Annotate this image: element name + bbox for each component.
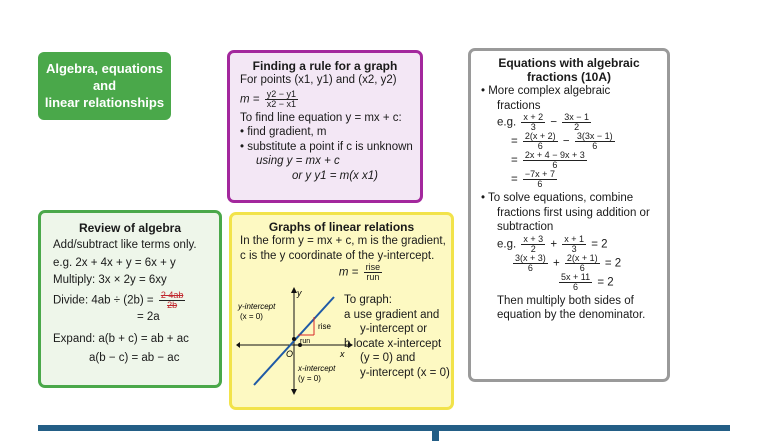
gradient-label: m = xyxy=(240,93,260,106)
fraction-denominator: 3 xyxy=(571,243,577,254)
fraction-denominator: 2b xyxy=(167,299,178,310)
equation-rhs: = 2 xyxy=(591,238,608,251)
gradient-denominator: x2 − x1 xyxy=(266,98,296,109)
review-divide-result: = 2a xyxy=(137,310,160,323)
linear-graph-diagram xyxy=(236,287,354,397)
step-a-line-2: y-intercept or xyxy=(360,323,428,335)
operator: + xyxy=(550,238,558,251)
review-add-subtract: Add/subtract like terms only. xyxy=(53,239,197,251)
operator: − xyxy=(550,116,558,129)
rule-for-graph-card xyxy=(227,50,423,203)
fraction-numerator: 2 4ab xyxy=(160,289,184,300)
fraction-term xyxy=(559,273,592,292)
rule-points-line: For points (x1, y1) and (x2, y2) xyxy=(240,74,397,86)
example-label: e.g. xyxy=(497,116,517,129)
title-line-3: linear relationships xyxy=(44,95,165,110)
x-intercept-condition: (y = 0) xyxy=(298,374,321,383)
fractions-bullet-1a: • More complex algebraic xyxy=(481,85,611,97)
fraction-term xyxy=(521,235,545,254)
fraction-denominator: 6 xyxy=(527,262,533,273)
graph-line-2: c is the y coordinate of the y-intercept. xyxy=(240,249,435,262)
run-label: run xyxy=(300,338,311,345)
rule-bullet-2: • substitute a point if c is unknown xyxy=(240,140,413,153)
fraction-term xyxy=(562,113,591,132)
equation-rhs: = 2 xyxy=(604,257,622,270)
rule-heading: Finding a rule for a graph xyxy=(252,59,398,73)
fractions-step-3 xyxy=(481,151,657,170)
fraction-denominator: 6 xyxy=(579,262,585,273)
review-expand-2: a(b − c) = ab − ac xyxy=(89,351,180,364)
fraction-term xyxy=(513,254,548,273)
fraction-numerator: −7x + 7 xyxy=(524,169,555,179)
origin-label: O xyxy=(286,349,294,359)
fractions-heading: Equations with algebraic fractions (10A) xyxy=(498,56,640,84)
bottom-divider xyxy=(38,425,730,431)
rule-line-equation: To find line equation y = mx + c: xyxy=(240,111,402,124)
fractions-then-2: equation by the denominator. xyxy=(497,309,646,321)
fractions-example-2-step-3 xyxy=(481,273,657,292)
fraction-denominator: run xyxy=(366,272,380,282)
rule-using: using y = mx + c xyxy=(256,155,340,167)
fractions-bullet-2c: subtraction xyxy=(497,221,554,233)
fraction-term xyxy=(562,235,586,254)
fraction-term xyxy=(523,132,558,151)
divide-fraction xyxy=(159,291,186,310)
gradient-numerator: y2 − y1 xyxy=(266,88,296,99)
fractions-bullet-2a: • To solve equations, combine xyxy=(481,192,634,204)
fractions-bullet-2b: fractions first using addition or xyxy=(497,206,650,219)
x-axis-arrow-left xyxy=(236,342,240,348)
gradient-formula xyxy=(240,90,410,109)
fraction-numerator: rise xyxy=(365,262,381,272)
graph-line-1: In the form y = mx + c, m is the gradient, xyxy=(240,235,446,247)
fraction-numerator: x + 3 xyxy=(523,233,544,244)
fraction-denominator: 6 xyxy=(552,160,558,170)
review-divide xyxy=(53,291,207,310)
algebraic-fractions-card xyxy=(468,48,670,382)
fractions-bullet-1b: fractions xyxy=(497,99,541,112)
fraction-numerator: x + 1 xyxy=(564,233,585,244)
graph-steps xyxy=(344,293,450,380)
to-graph-label: To graph: xyxy=(344,294,392,306)
step-b-line-2: (y = 0) and xyxy=(360,352,416,364)
example-label: e.g. xyxy=(497,238,517,251)
rule-or: or y y1 = m(x x1) xyxy=(292,169,378,182)
fraction-term xyxy=(521,113,545,132)
fraction-term xyxy=(523,170,557,189)
gradient-fraction xyxy=(364,263,383,282)
fractions-example-1 xyxy=(481,113,657,132)
step-b-line-3: y-intercept (x = 0) xyxy=(360,366,450,379)
equation-rhs: = 2 xyxy=(597,276,614,289)
fraction-denominator: 6 xyxy=(592,141,598,151)
operator: + xyxy=(552,257,560,270)
graphs-linear-relations-card xyxy=(229,212,454,410)
review-expand-1: Expand: a(b + c) = ab + ac xyxy=(53,333,189,345)
fraction-denominator: 2 xyxy=(530,243,536,254)
review-multiply: Multiply: 3x × 2y = 6xy xyxy=(53,274,167,286)
gradient-label: m = xyxy=(338,266,359,279)
review-of-algebra-card xyxy=(38,210,222,388)
gradient-fraction xyxy=(265,90,298,109)
fraction-numerator: 3x − 1 xyxy=(564,112,590,122)
fraction-term xyxy=(523,151,587,170)
fraction-numerator: 2(x + 2) xyxy=(524,131,556,141)
fractions-step-4 xyxy=(481,170,657,189)
fractions-step-2 xyxy=(481,132,657,151)
fraction-denominator: 2 xyxy=(574,122,580,132)
fractions-then-1: Then multiply both sides of xyxy=(497,294,634,307)
fraction-term xyxy=(565,254,600,273)
y-axis-arrow-down xyxy=(291,389,297,395)
fraction-denominator: 3 xyxy=(530,122,536,132)
fraction-numerator: 2x + 4 − 9x + 3 xyxy=(524,150,585,160)
graph-heading: Graphs of linear relations xyxy=(268,220,415,234)
fraction-numerator: 3(3x − 1) xyxy=(576,131,613,141)
fraction-term xyxy=(575,132,615,151)
y-intercept-label: y-intercept xyxy=(238,302,276,311)
x-axis-label: x xyxy=(340,349,345,359)
rule-bullet-1: • find gradient, m xyxy=(240,126,327,138)
rise-label: rise xyxy=(318,322,331,331)
equals-sign: = xyxy=(511,135,518,148)
equals-sign: = xyxy=(511,173,518,186)
fraction-numerator: 3(x + 3) xyxy=(515,252,546,263)
fraction-numerator: 5x + 11 xyxy=(561,271,591,282)
y-intercept-condition: (x = 0) xyxy=(240,312,263,321)
fraction-denominator: 6 xyxy=(573,281,579,292)
divide-expression: Divide: 4ab ÷ (2b) = xyxy=(53,294,154,307)
title-line-2: and xyxy=(92,78,117,93)
step-b-line-1: b locate x-intercept xyxy=(344,337,442,350)
y-intercept-point xyxy=(292,337,296,341)
fraction-denominator: 6 xyxy=(537,179,543,189)
title-line-1: Algebra, equations xyxy=(45,61,164,76)
equals-sign: = xyxy=(511,154,518,167)
bottom-divider-tick xyxy=(432,431,439,441)
graph-gradient-formula xyxy=(240,263,443,282)
y-axis-label: y xyxy=(297,288,302,298)
fraction-denominator: 6 xyxy=(537,141,543,151)
fractions-example-2 xyxy=(481,235,657,254)
x-intercept-label: x-intercept xyxy=(298,364,336,373)
topic-title-card xyxy=(38,52,171,120)
review-example: e.g. 2x + 4x + y = 6x + y xyxy=(53,256,176,269)
fraction-numerator: 2(x + 1) xyxy=(566,252,598,263)
review-heading: Review of algebra xyxy=(78,221,182,235)
operator: − xyxy=(562,135,570,148)
fractions-example-2-step-2 xyxy=(481,254,657,273)
step-a-line-1: a use gradient and xyxy=(344,308,440,321)
fraction-numerator: x + 2 xyxy=(523,112,544,122)
